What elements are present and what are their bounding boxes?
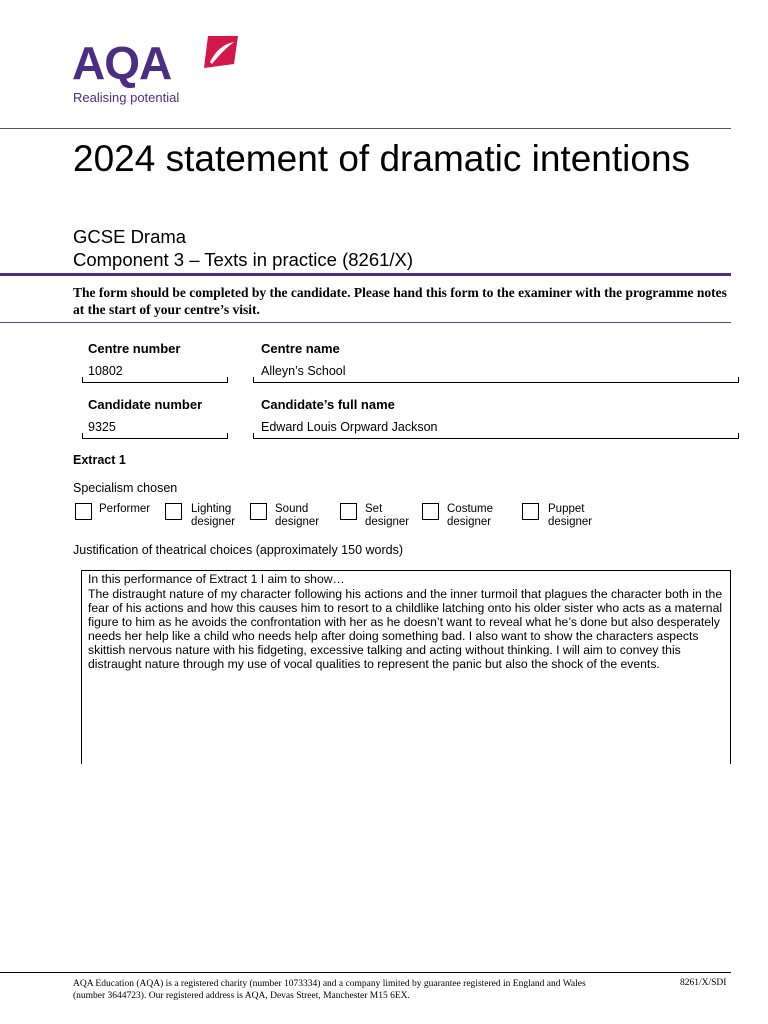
checkbox-costume-designer-label: Costume designer	[447, 503, 494, 528]
centre-name-value[interactable]: Alleyn’s School	[261, 364, 346, 378]
checkbox-performer[interactable]	[75, 503, 92, 520]
footer-divider	[0, 972, 731, 973]
justification-intro: In this performance of Extract 1 I aim to show…	[88, 572, 345, 586]
centre-name-label: Centre name	[261, 341, 340, 356]
checkbox-sound-designer[interactable]	[250, 503, 267, 520]
leaf-icon	[202, 34, 240, 70]
justification-label: Justification of theatrical choices (approximately 150 words)	[73, 543, 404, 557]
subtitle-qualification: GCSE Drama	[73, 226, 187, 247]
candidate-number-label: Candidate number	[88, 397, 203, 412]
checkbox-costume-designer[interactable]	[422, 503, 439, 520]
page-subtitle	[73, 225, 413, 271]
checkbox-set-designer-label: Set designer	[365, 503, 410, 528]
centre-number-label: Centre number	[88, 341, 181, 356]
candidate-name-value[interactable]: Edward Louis Orpward Jackson	[261, 420, 438, 434]
specialism-label: Specialism chosen	[73, 481, 178, 495]
logo-wordmark: AQA	[72, 37, 172, 89]
header-divider-top	[0, 128, 731, 129]
checkbox-lighting-designer[interactable]	[165, 503, 182, 520]
extract-label: Extract 1	[73, 453, 126, 467]
checkbox-performer-label: Performer	[99, 503, 151, 515]
checkbox-sound-designer-label: Sound designer	[275, 503, 320, 528]
instruction-divider	[0, 322, 731, 323]
page-title: 2024 statement of dramatic intentions	[73, 138, 691, 179]
aqa-logo	[72, 34, 242, 106]
centre-number-field[interactable]	[82, 377, 228, 383]
centre-number-value[interactable]: 10802	[88, 364, 123, 378]
checkbox-lighting-designer-label: Lighting designer	[191, 503, 236, 528]
subtitle-component: Component 3 – Texts in practice (8261/X)	[73, 249, 414, 270]
header-divider-thick	[0, 273, 731, 276]
candidate-number-field[interactable]	[82, 433, 228, 439]
logo-tagline: Realising potential	[73, 90, 180, 105]
footer-legal-text: AQA Education (AQA) is a registered charity (number 1073334) and a company limited by guarantee registered in England and Wales (number 3644723). Our registered address is AQA, Devas Street, Manchester M15 6EX.	[73, 979, 586, 1001]
checkbox-puppet-designer-label: Puppet designer	[548, 503, 593, 528]
centre-name-field[interactable]	[253, 377, 739, 383]
checkbox-puppet-designer[interactable]	[522, 503, 539, 520]
checkbox-set-designer[interactable]	[340, 503, 357, 520]
candidate-number-value[interactable]: 9325	[88, 420, 116, 434]
footer-document-code: 8261/X/SDI	[680, 978, 727, 988]
candidate-name-label: Candidate’s full name	[261, 397, 395, 412]
justification-body: The distraught nature of my character following his actions and the inner turmoil that plagues the character both in the fear of his actions and how this causes him to resort to a childlike latching onto his older sister who acts as a maternal figure to him as he avoids the confrontation with her as he doesn’t want to reveal what he’s done but also desperately needs her help like a child who needs help after doing something bad. I also want to show the characters aspects skittish nervous nature with his fidgeting, excessive talking and acting without thinking. I will aim to convey this distraught nature through my use of vocal qualities to represent the panic but also the shock of the events.	[88, 587, 723, 671]
candidate-name-field[interactable]	[253, 433, 739, 439]
instruction-text: The form should be completed by the candidate. Please hand this form to the examiner with the programme notes at the start of your centre’s visit.	[73, 285, 727, 317]
